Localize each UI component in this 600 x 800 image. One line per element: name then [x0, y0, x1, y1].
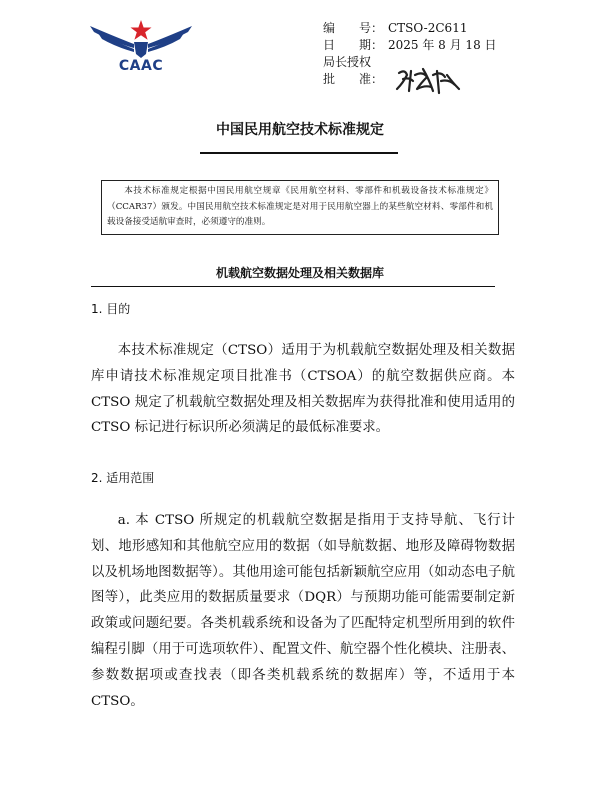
section-1-heading: 1. 目的	[91, 302, 131, 316]
number-label: 编 号：	[323, 21, 384, 35]
document-meta	[323, 20, 497, 88]
number-row	[323, 20, 497, 37]
section-2-paragraph: a. 本 CTSO 所规定的机载航空数据是指用于支持导航、飞行计划、地形感知和其他航空应用的数据（如导航数据、地形及障碍物数据以及机场地图数据等）。其他用途可能包括新颖航空应用（如动态电子航图等），此类应用的数据质量要求（DQR）与预期功能可能需要制定新政策或问题纪要。各类机载系统和设备为了匹配特定机型所用到的软件编程引脚（用于可选项软件）、配置文件、航空器个性化模块、注册表、参数数据项或查找表（即各类机载系统的数据库）等，不适用于本 CTSO。	[91, 513, 515, 709]
approver-label: 批 准：	[323, 72, 384, 86]
authorized-label: 局长授权	[323, 55, 372, 69]
caac-logo	[88, 18, 194, 80]
subject-rule	[91, 286, 495, 287]
document-title: 中国民用航空技术标准规定	[216, 122, 384, 138]
date-value: 2025 年 8 月 18 日	[388, 38, 497, 52]
section-2-heading: 2. 适用范围	[91, 471, 155, 485]
date-row	[323, 37, 497, 54]
subject-title: 机载航空数据处理及相关数据库	[215, 266, 384, 280]
approver-row	[323, 71, 497, 88]
number-value: CTSO-2C611	[388, 21, 468, 35]
title-rule	[200, 152, 398, 154]
caac-wings-emblem	[88, 18, 194, 60]
logo-text: CAAC	[118, 58, 164, 74]
section-1-paragraph: 本技术标准规定（CTSO）适用于为机载航空数据处理及相关数据库申请技术标准规定项目批准书（CTSOA）的航空数据供应商。本 CTSO 规定了机载航空数据处理及相关数据库为获得批准和使用适用的 CTSO 标记进行标识所必须满足的最低标准要求。	[91, 343, 515, 436]
date-label: 日 期：	[323, 38, 384, 52]
handwritten-signature	[393, 65, 463, 95]
notice-box: 本技术标准规定根据中国民用航空规章《民用航空材料、零部件和机载设备技术标准规定》（CCAR37）颁发。中国民用航空技术标准规定是对用于民用航空器上的某些航空材料、零部件和机载设备接受适航审查时，必须遵守的准则。	[101, 180, 499, 235]
